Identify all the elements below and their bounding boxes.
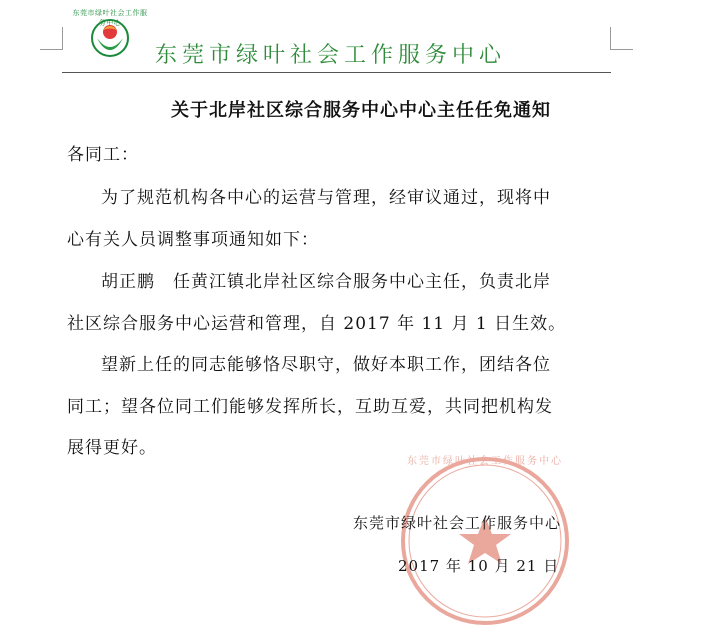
logo-caption: 东莞市绿叶社会工作服务中心 bbox=[72, 9, 148, 27]
paragraph-3-line-3: 展得更好。 bbox=[67, 438, 157, 458]
header-org-name: 东莞市绿叶社会工作服务中心 bbox=[155, 43, 507, 68]
margin-corner-top-left bbox=[40, 27, 63, 50]
paragraph-1-line-2: 心有关人员调整事项通知如下： bbox=[67, 230, 319, 250]
seal-text: 东莞市绿叶社会工作服务中心 bbox=[407, 456, 563, 467]
paragraph-2-line-2: 社区综合服务中心运营和管理，自 2017 年 11 月 1 日生效。 bbox=[67, 314, 567, 334]
paragraph-2-line-1: 胡正鹏 任黄江镇北岸社区综合服务中心主任，负责北岸 bbox=[101, 272, 551, 292]
signature-date: 2017 年 10 月 21 日 bbox=[398, 557, 560, 575]
salutation: 各同工： bbox=[67, 145, 139, 165]
official-seal bbox=[398, 454, 572, 628]
margin-corner-top-right bbox=[610, 27, 633, 50]
notice-title: 关于北岸社区综合服务中心中心主任任免通知 bbox=[171, 100, 551, 121]
header-divider bbox=[62, 72, 611, 73]
paragraph-3-line-1: 望新上任的同志能够恪尽职守，做好本职工作，团结各位 bbox=[101, 355, 551, 375]
paragraph-3-line-2: 同工；望各位同工们能够发挥所长，互助互爱，共同把机构发 bbox=[67, 397, 553, 417]
org-logo bbox=[72, 8, 148, 68]
paragraph-1-line-1: 为了规范机构各中心的运营与管理，经审议通过，现将中 bbox=[101, 188, 551, 208]
signature-org: 东莞市绿叶社会工作服务中心 bbox=[353, 514, 562, 532]
